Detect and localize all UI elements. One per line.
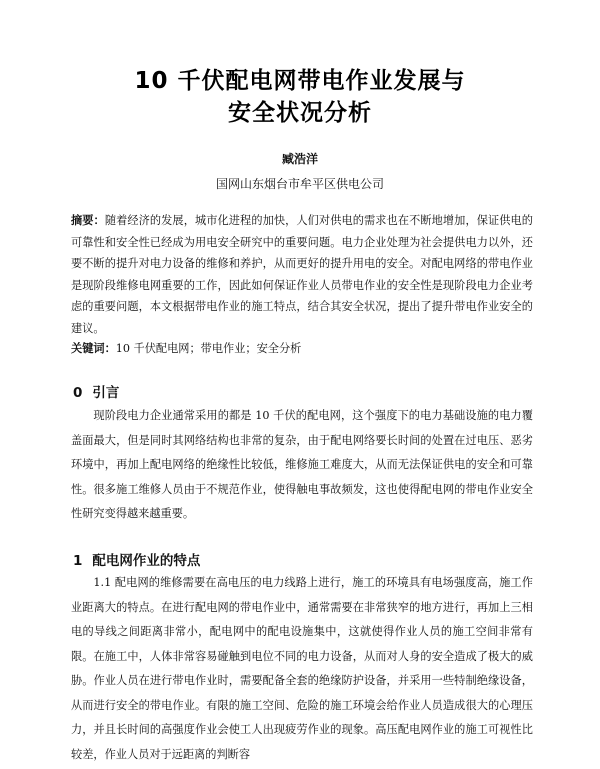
author-name: 臧浩洋 xyxy=(281,152,318,166)
section-number: 1 xyxy=(73,553,83,569)
section-title: 配电网作业的特点 xyxy=(92,553,201,569)
abstract-label: 摘要： xyxy=(71,213,105,227)
keywords-label: 关键词： xyxy=(71,341,116,355)
section-paragraph-characteristics: 1.1 配电网的维修需要在高电压的电力线路上进行，施工的环境具有电场强度高，施工作业距离大的特点。在进行配电网的带电作业中，通常需要在非常狭窄的地方进行，再加上三相电的导线之间距离非常小，配电网中的配电设施集中，这就使得作业人员的施工空间非常有限。在施工中，人体非常容易碰触到电位不同的电力设备，从而对人身的安全造成了极大的威胁。作业人员在进行带电作业时，需要配备全套的绝缘防护设备，并采用一些特制绝缘设备，从而进行安全的带电作业。有限的施工空间、危险的施工环境会给作业人员造成很大的心理压力，并且长时间的高强度作业会使工人出现疲劳作业的现象。高压配电网作业的施工可视性比较差，作业人员对于远距离的判断容 xyxy=(71,576,533,761)
section-title: 引言 xyxy=(92,385,120,401)
abstract xyxy=(71,210,533,339)
section-paragraph-introduction: 现阶段电力企业通常采用的都是 10 千伏的配电网，这个强度下的电力基础设施的电力覆盖面最大，但是同时其网络结构也非常的复杂，由于配电网络要长时间的处置在过电压、恶劣环境中，再加上配电网络的绝缘性比较低，维修施工难度大，从而无法保证供电的安全和可靠性。很多施工维修人员由于不规范作业，使得触电事故频发，这也使得配电网的带电作业安全性研究变得越来越重要。 xyxy=(71,409,533,520)
keywords xyxy=(71,338,533,360)
section-heading-characteristics xyxy=(73,549,200,569)
paper-title-line-1: 10 千伏配电网带电作业发展与 xyxy=(134,68,466,94)
abstract-text: 随着经济的发展，城市化进程的加快，人们对供电的需求也在不断地增加，保证供电的可靠性和安全性已经成为用电安全研究中的重要问题。电力企业处理为社会提供电力以外，还要不断的提升对电力设备的维修和养护，从而更好的提升用电的安全。对配电网络的带电作业是现阶段维修电网重要的工作，因此如何保证作业人员带电作业的安全性是现阶段电力企业考虑的重要问题，本文根据带电作业的施工特点，结合其安全状况，提出了提升带电作业安全的建议。 xyxy=(71,214,533,335)
paper-title-line-2: 安全状况分析 xyxy=(228,100,372,126)
section-heading-introduction xyxy=(73,381,119,401)
keywords-text: 10 千伏配电网；带电作业；安全分析 xyxy=(115,342,302,355)
author-affiliation: 国网山东烟台市牟平区供电公司 xyxy=(215,177,384,191)
section-number: 0 xyxy=(73,385,83,401)
